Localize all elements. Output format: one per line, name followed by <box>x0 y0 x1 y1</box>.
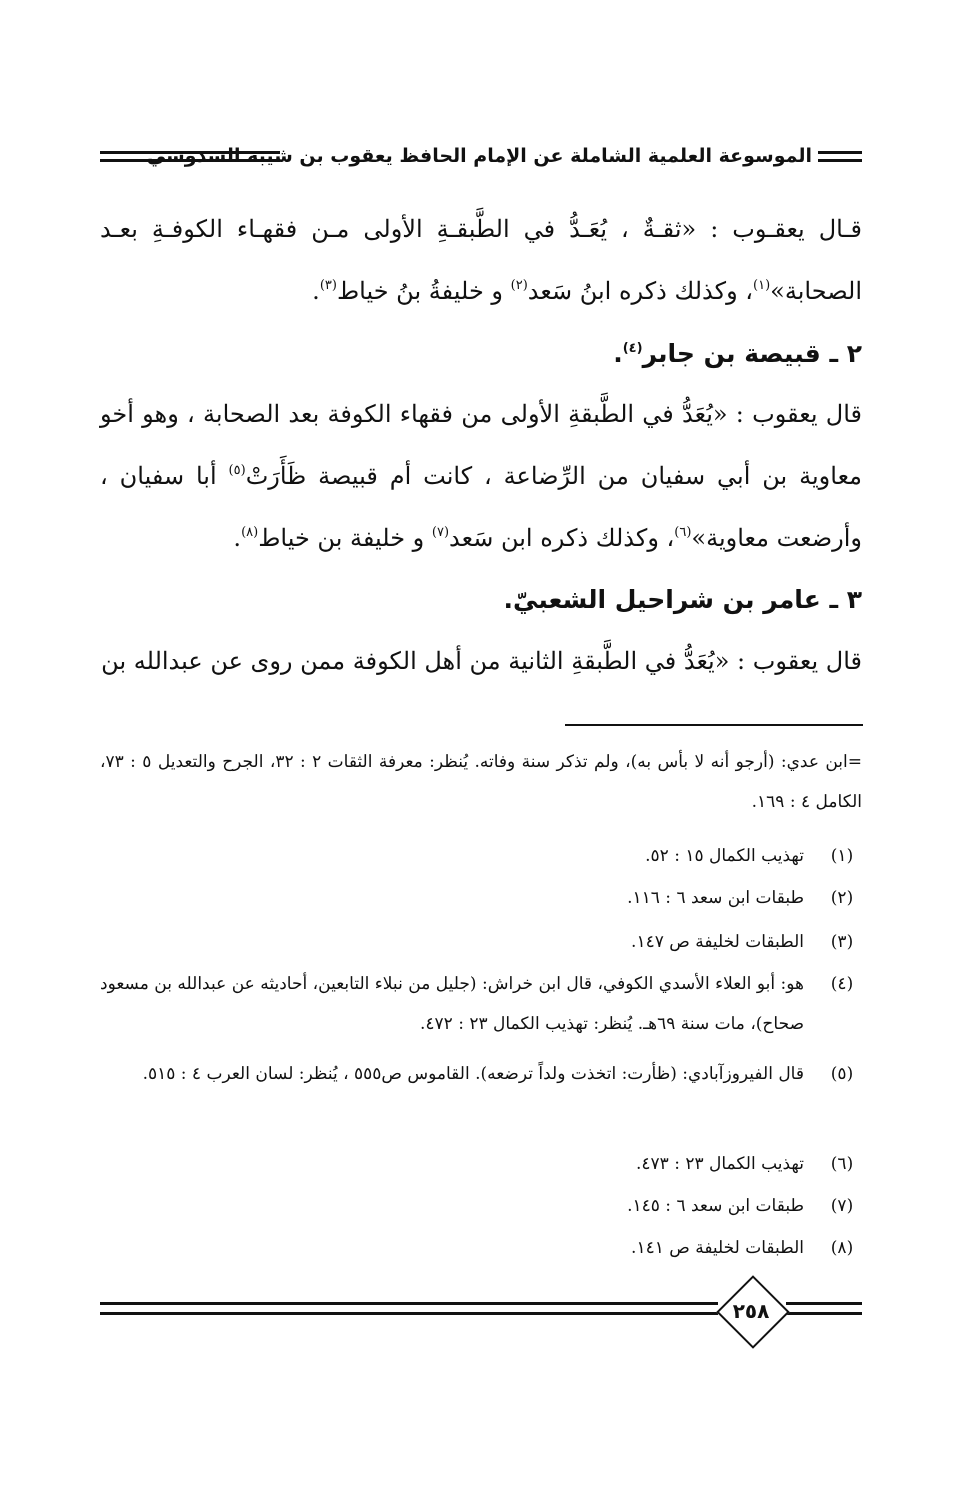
paragraph-2 <box>100 383 862 569</box>
footer-rule-left-top <box>100 1302 718 1305</box>
running-header-title: الموسوعة العلمية الشاملة عن الإمام الحافظ يعقوب بن شيبة السدوسي <box>146 145 812 167</box>
footnote-ref-7[interactable]: (٧) <box>431 525 450 540</box>
paragraph-3: قال يعقوب : «يُعَدُّ في الطَّبقةِ الثانية من أهل الكوفة ممن روى عن عبدالله بن <box>101 647 862 675</box>
footer-rule-right-bottom <box>786 1312 862 1315</box>
paragraph-2-text-b: أبا سفيان ، وأرضعت معاوية» <box>100 462 862 552</box>
footnote-number: (٨) <box>830 1238 854 1258</box>
footnote-number: (٧) <box>830 1196 854 1216</box>
footnote-ref-6[interactable]: (٦) <box>674 525 692 540</box>
footnote-ref-1[interactable]: (١) <box>753 278 771 293</box>
footnote-text: قال الفيروزآبادي: (ظأرت: اتخذت ولداً ترضعه). القاموس ص٥٥٥ ، يُنظر: لسان العرب ٤ : ٥١٥. <box>142 1064 804 1084</box>
footnote-text: الطبقات لخليفة ص ١٤٧. <box>631 932 804 952</box>
paragraph-2-text: قال يعقوب : «يُعَدُّ في الطَّبقةِ الأولى من فقهاء الكوفة بعد الصحابة ، وهو أخو معاوية بن أبي سفيان من الرِّضاعة ، كانت أم قبيصة ظَأَرَتْ <box>100 400 863 490</box>
paragraph-1-text-b: ، وكذلك ذكره ابنُ سَعد <box>527 277 754 305</box>
footnote-continuation: =ابن عدي: (أرجو أنه لا بأس به)، ولم تذكر سنة وفاته. يُنظر: معرفة الثقات ٢ : ٣٢، الجرح والتعديل ٥ : ٧٣، الكامل ٤ : ١٦٩. <box>100 752 862 812</box>
footer-rule-right-top <box>786 1302 862 1305</box>
footnote-item <box>100 964 862 1044</box>
footnote-ref-4[interactable]: (٤) <box>622 341 643 356</box>
running-header <box>100 138 862 178</box>
footnote-number: (٥) <box>830 1064 854 1084</box>
section-heading-2 <box>613 334 862 374</box>
footnote-ref-8[interactable]: (٨) <box>241 525 259 540</box>
footnote-ref-2[interactable]: (٢) <box>510 278 528 293</box>
footnote-text: طبقات ابن سعد ٦ : ١٤٥. <box>627 1196 804 1216</box>
paragraph-1-text-c: و خليفةُ بنُ خياط <box>336 277 503 305</box>
footnote-text: تهذيب الكمال ١٥ : ٥٢. <box>645 846 804 866</box>
section-heading-2-end: . <box>613 339 623 368</box>
paragraph-1 <box>100 198 862 322</box>
footnote-number: (٤) <box>830 974 854 994</box>
footnote-number: (٦) <box>830 1154 854 1174</box>
footnote-text: طبقات ابن سعد ٦ : ١١٦. <box>627 888 804 908</box>
paragraph-1-end: . <box>312 277 320 305</box>
footnote-text: هو: أبو العلاء الأسدي الكوفي، قال ابن خراش: (جليل من نبلاء التابعين، أحاديثه عن عبدالله بن مسعود صحاح)، مات سنة ٦٩هـ. يُنظر: تهذيب الكمال ٢٣ : ٤٧٢. <box>100 974 804 1034</box>
footnote-number: (٣) <box>830 932 854 952</box>
footnote-separator <box>565 724 863 726</box>
footnote-item <box>100 1054 862 1134</box>
footnote-text: تهذيب الكمال ٢٣ : ٤٧٣. <box>636 1154 804 1174</box>
paragraph-2-end: . <box>233 524 242 552</box>
footnote-ref-3[interactable]: (٣) <box>319 278 337 293</box>
footnote-ref-5[interactable]: (٥) <box>228 463 246 478</box>
page-number: ٢٥٨ <box>732 1299 770 1323</box>
section-heading-3: ٣ ـ عامر بن شراحيل الشعبيّ. <box>503 585 862 614</box>
paragraph-2-text-c: ، وكذلك ذكره ابن سَعد <box>449 524 675 552</box>
section-heading-2-text: ٢ ـ قبيصة بن جابر <box>642 339 862 368</box>
footnote-text: الطبقات لخليفة ص ١٤١. <box>631 1238 804 1258</box>
paragraph-1-text: قـال يعقـوب : «ثقـةٌ ، يُعَـدُّ في الطَّبقـةِ الأولى مـن فقهـاء الكوفـةِ بعـد الصحابة» <box>100 215 862 305</box>
footnote-number: (١) <box>830 846 854 866</box>
footer-rule-left-bottom <box>100 1312 718 1315</box>
paragraph-2-text-d: و خليفة بن خياط <box>258 524 425 552</box>
footnote-number: (٢) <box>830 888 854 908</box>
